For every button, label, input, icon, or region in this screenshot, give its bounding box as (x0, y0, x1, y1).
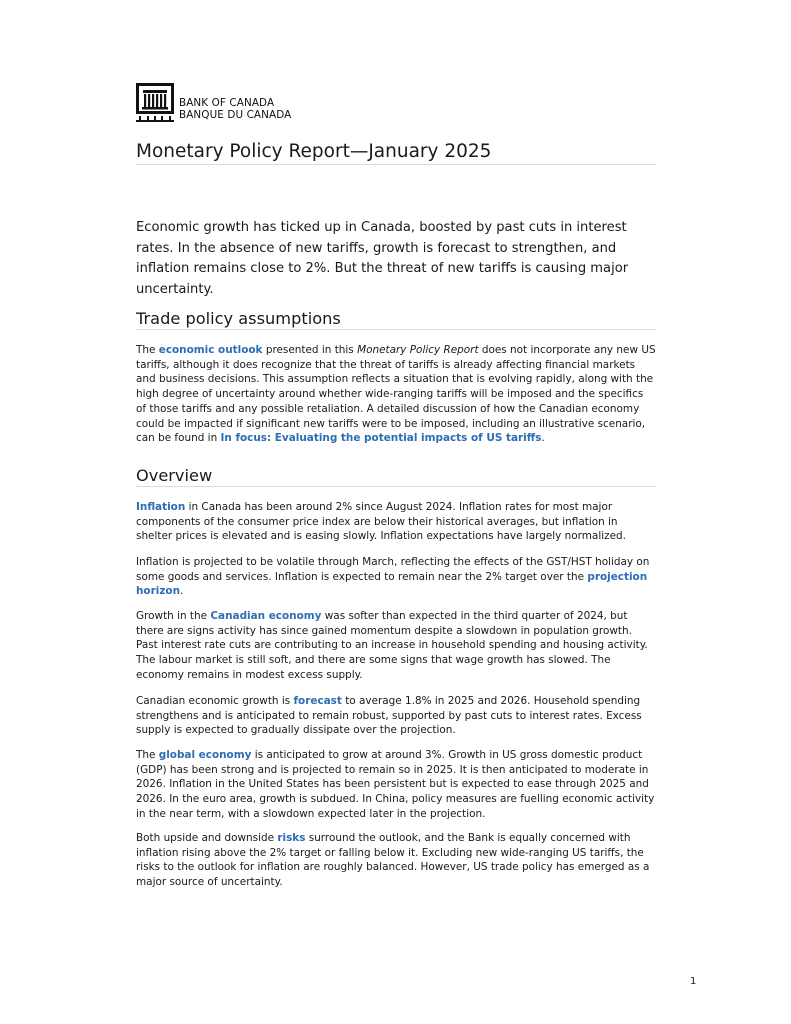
inflation-paragraph (136, 500, 656, 544)
text-run: in Canada has been around 2% since August 2024. Inflation rates for most major components of the consumer price index are below their historical averages, but inflation in shelter prices is elevated and is easing slowly. Inflation expectations have largely normalized. (136, 501, 626, 543)
risks-link[interactable]: risks (277, 832, 306, 844)
bank-building-icon (136, 83, 174, 123)
page-title: Monetary Policy Report—January 2025 (136, 141, 656, 165)
text-run: does not incorporate any new US tariffs, although it does recognize that the threat of tariffs is already affecting financial markets and business decisions. This assumption reflects a situation that is evolving rapidly, along with the high degree of uncertainty around whether wide-ranging tariffs will be imposed and the specifics of those tariffs and any possible retaliation. A detailed discussion of how the Canadian economy could be impacted if significant new tariffs were to be imposed, including an illustrative scenario, can be found in (136, 344, 656, 445)
text-run: Growth in the (136, 610, 211, 622)
text-run: The (136, 344, 159, 356)
global-economy-link[interactable]: global economy (158, 749, 252, 761)
text-run: Inflation is projected to be volatile through March, reflecting the effects of the GST/HST holiday on some goods and services. Inflation is expected to remain near the 2% target over the (136, 556, 650, 583)
bank-of-canada-logo[interactable] (136, 83, 356, 123)
canadian-economy-paragraph (136, 609, 656, 683)
text-run: presented in this (262, 344, 358, 356)
lead-paragraph: Economic growth has ticked up in Canada, boosted by past cuts in interest rates. In the absence of new tariffs, growth is forecast to strengthen, and inflation remains close to 2%. But the threat of new tariffs is causing major uncertainty. (136, 220, 629, 297)
canadian-economy-link[interactable]: Canadian economy (210, 610, 322, 622)
text-run: to average 1.8% in 2025 and 2026. Household spending strengthens and is anticipated to remain robust, supported by past cuts to interest rates. Excess supply is expected to gradually dissipate over the projection. (136, 695, 642, 737)
risks-paragraph (136, 831, 656, 890)
text-run: The (136, 749, 159, 761)
global-economy-paragraph (136, 748, 656, 822)
page-number: 1 (690, 976, 697, 987)
report-title-italic: Monetary Policy Report (357, 344, 479, 356)
logo-text-fr: BANQUE DU CANADA (179, 109, 292, 121)
text-run: Both upside and downside (136, 832, 278, 844)
text-run: . (541, 432, 545, 445)
trade-policy-heading: Trade policy assumptions (136, 309, 656, 330)
projection-horizon-link[interactable]: projection horizon (136, 570, 648, 598)
text-run: surround the outlook, and the Bank is equally concerned with inflation rising above the 2% target or falling below it. Excluding new wide-ranging US tariffs, the risks to the outlook for inflation are roughly balanced. However, US trade policy has emerged as a major source of uncertainty. (136, 832, 650, 889)
in-focus-tariffs-link[interactable]: In focus: Evaluating the potential impacts of US tariffs (220, 432, 542, 445)
overview-heading: Overview (136, 466, 656, 487)
forecast-link[interactable]: forecast (293, 695, 342, 707)
inflation-projection-paragraph (136, 555, 656, 599)
text-run: . (180, 585, 184, 598)
logo-text-en: BANK OF CANADA (179, 97, 275, 109)
forecast-paragraph (136, 694, 656, 738)
trade-policy-paragraph (136, 343, 656, 446)
text-run: Canadian economic growth is (136, 695, 294, 707)
text-run: was softer than expected in the third quarter of 2024, but there are signs activity has since gained momentum despite a slowdown in population growth. Past interest rate cuts are contributing to an increase in household spending and housing activity. The labour market is still soft, and there are some signs that wage growth has slowed. The economy remains in modest excess supply. (136, 610, 648, 681)
text-run: is anticipated to grow at around 3%. Growth in US gross domestic product (GDP) has been strong and is projected to remain so in 2025. It is then anticipated to moderate in 2026. Inflation in the United States has been persistent but is expected to ease through 2025 and 2026. In the euro area, growth is subdued. In China, policy measures are fuelling economic activity in the near term, with a slowdown expected later in the projection. (136, 749, 655, 820)
economic-outlook-link[interactable]: economic outlook (158, 344, 263, 356)
inflation-link[interactable]: Inflation (136, 501, 186, 513)
